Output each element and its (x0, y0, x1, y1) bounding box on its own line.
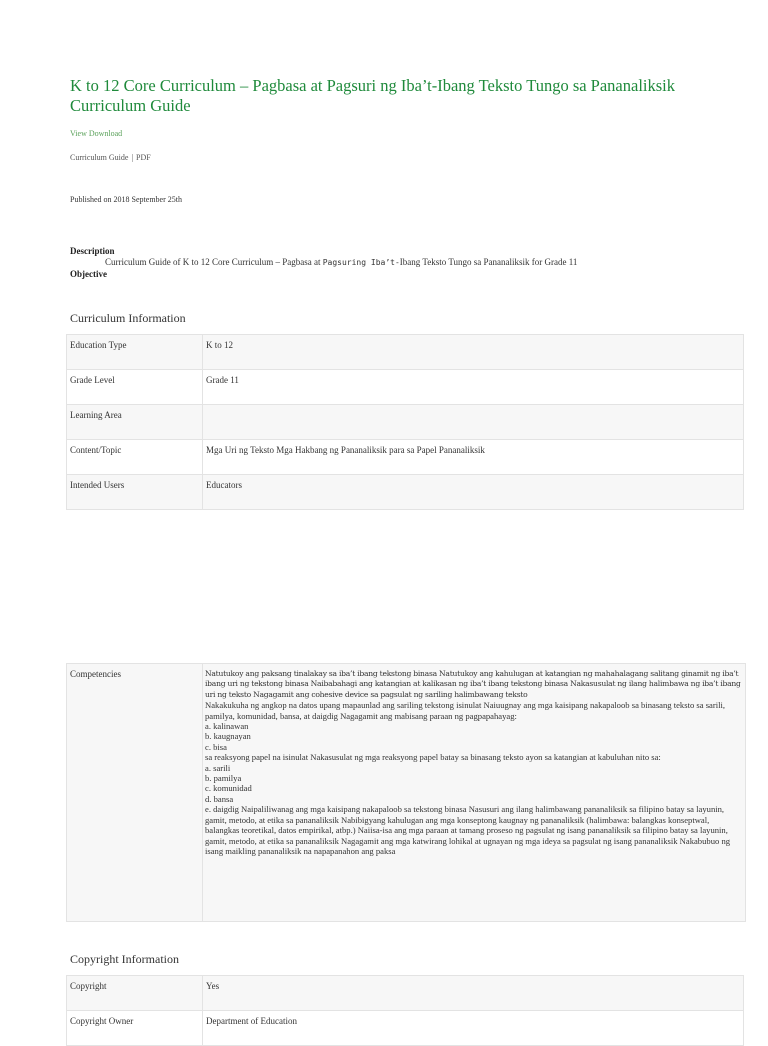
table-row (67, 1011, 744, 1046)
table-row (67, 475, 744, 510)
curriculum-info-heading: Curriculum Information (70, 311, 186, 325)
table-row (67, 405, 744, 440)
document-meta (70, 153, 151, 162)
description-text-end: Ibang Teksto Tungo sa Pananaliksik for Grade 11 (399, 257, 578, 267)
copyright-info-table (66, 975, 744, 1046)
row-key: Copyright (67, 976, 203, 1011)
column-divider (202, 664, 203, 921)
table-row (67, 370, 744, 405)
row-value: Department of Education (203, 1011, 744, 1046)
description-text (105, 257, 577, 267)
row-key: Intended Users (67, 475, 203, 510)
row-value (203, 405, 744, 440)
list-item: d. bansa (205, 793, 234, 804)
description-text-mono: Pagsuring Iba’t- (322, 258, 400, 267)
description-text-start: Curriculum Guide of K to 12 Core Curriculum – Pagbasa at (105, 257, 323, 267)
competencies-key: Competencies (70, 669, 121, 679)
description-label: Description (70, 246, 115, 256)
view-download-link[interactable]: View Download (70, 129, 123, 138)
list-item: c. komunidad (205, 783, 252, 794)
table-row (67, 335, 744, 370)
objective-label: Objective (70, 269, 107, 279)
list-item: c. bisa (205, 741, 227, 752)
published-date: Published on 2018 September 25th (70, 195, 182, 204)
document-format: PDF (136, 153, 151, 162)
competencies-paragraph: sa reaksyong papel na isinulat Nakasusulat ng mga reaksyong papel batay sa binasang teksto ayon sa katangian at kabuluhan nito sa: (205, 752, 661, 763)
competencies-compressed-text: Natutukoy ang paksang tinalakay sa iba’t ibang tekstong binasa Natutukoy ang kahulugan at katangian ng mahahalagang salitang ginamit ng iba’t ibang uri ng tekstong binasa Naibabahagi ang katangian at kalikasan ng iba’t ibang tekstong binasa Nakasusulat ng ilang halimbawa ng iba’t ibang uri ng teksto Nagagamit ang cohesive device sa pagsulat ng sariling halimbawang teksto (205, 669, 741, 699)
row-key: Education Type (67, 335, 203, 370)
competencies-paragraph: e. daigdig Naipaliliwanag ang mga kaisipang nakapaloob sa tekstong binasa Nasusuri ang ilang halimbawang pananaliksik sa filipino batay sa layunin, gamit, metodo, at etika sa pananaliksik Nabibigyang kahulugan ang mga konseptong kaugnay ng pananaliksik (halimbawa: balangkas konseptwal, balangkas teoretikal, datos empirikal, atbp.) Naiisa-isa ang mga paraan at tamang proseso ng pagsulat ng isang pananaliksik sa filipino batay sa layunin, gamit, metodo, at etika sa pananaliksik Nagagamit ang mga katwirang lohikal at ugnayan ng mga ideya sa pagsulat ng isang pananaliksik Nakabubuo ng isang maikling pananaliksik na napapanahon ang paksa (205, 804, 731, 856)
row-value: Mga Uri ng Teksto Mga Hakbang ng Pananaliksik para sa Papel Pananaliksik (203, 440, 744, 475)
row-key: Grade Level (67, 370, 203, 405)
list-item: a. kalinawan (205, 721, 249, 732)
copyright-info-heading: Copyright Information (70, 952, 179, 966)
row-value: Grade 11 (203, 370, 744, 405)
list-item: a. sarili (205, 762, 231, 773)
row-key: Copyright Owner (67, 1011, 203, 1046)
row-value: Educators (203, 475, 744, 510)
competencies-row (66, 663, 746, 922)
row-key: Learning Area (67, 405, 203, 440)
page-title: K to 12 Core Curriculum – Pagbasa at Pagsuri ng Iba’t-Ibang Teksto Tungo sa Pananaliksik Curriculum Guide (70, 76, 676, 115)
curriculum-info-table (66, 334, 744, 510)
table-row (67, 976, 744, 1011)
row-value: Yes (203, 976, 744, 1011)
document-type: Curriculum Guide (70, 153, 129, 162)
table-row (67, 440, 744, 475)
row-value: K to 12 (203, 335, 744, 370)
list-item: b. pamilya (205, 773, 242, 784)
row-key: Content/Topic (67, 440, 203, 475)
competencies-value (205, 669, 741, 856)
meta-separator: | (131, 153, 134, 162)
list-item: b. kaugnayan (205, 731, 251, 742)
competencies-paragraph: Nakakukuha ng angkop na datos upang mapaunlad ang sariling tekstong isinulat Naiuugnay ang mga kaisipang nakapaloob sa binasang teksto sa sarili, pamilya, komunidad, bansa, at daigdig Nagagamit ang mabisang paraan ng pagpapahayag: (205, 700, 726, 721)
